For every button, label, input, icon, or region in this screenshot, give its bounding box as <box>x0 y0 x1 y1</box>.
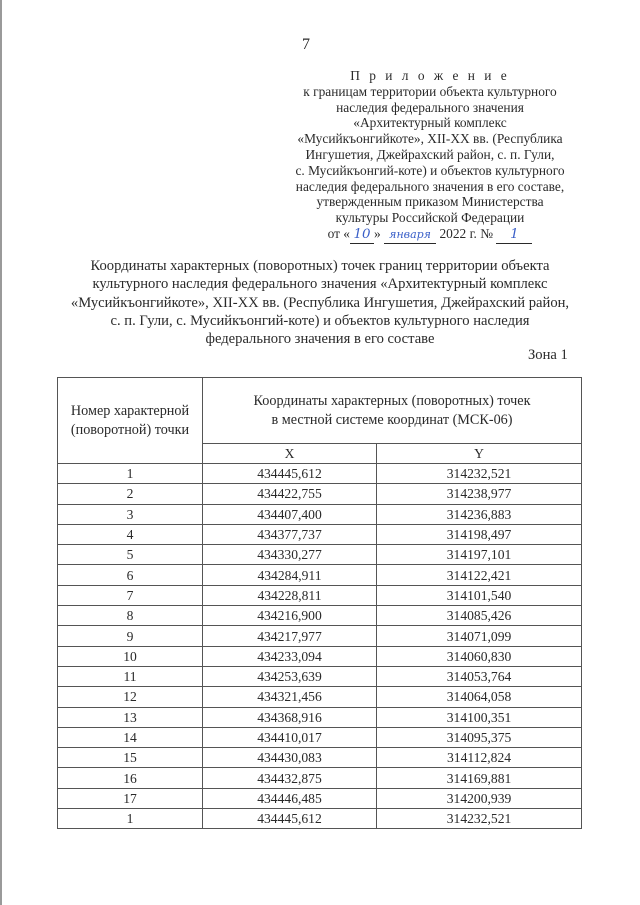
point-number-cell: 14 <box>58 727 203 747</box>
x-coordinate-cell: 434445,612 <box>203 464 377 484</box>
handwritten-month: января <box>384 227 436 244</box>
appendix-line: к границам территории объекта культурного <box>303 83 557 99</box>
y-coordinate-cell: 314071,099 <box>377 626 582 646</box>
point-number-cell: 16 <box>58 768 203 788</box>
x-coordinate-cell: 434422,755 <box>203 484 377 504</box>
y-coordinate-cell: 314198,497 <box>377 524 582 544</box>
point-number-cell: 15 <box>58 748 203 768</box>
y-coordinate-cell: 314197,101 <box>377 545 582 565</box>
table-row <box>58 809 582 829</box>
point-number-cell: 1 <box>58 464 203 484</box>
date-mid: » <box>374 225 381 241</box>
appendix-heading: П р и л о ж е н и е <box>350 68 510 83</box>
point-number-cell: 4 <box>58 524 203 544</box>
x-coordinate-cell: 434407,400 <box>203 504 377 524</box>
y-coordinate-cell: 314095,375 <box>377 727 582 747</box>
coordinates-table <box>57 377 582 829</box>
x-coordinate-cell: 434217,977 <box>203 626 377 646</box>
order-date-line <box>285 226 575 244</box>
scan-page-edge <box>0 0 2 905</box>
x-coordinate-cell: 434228,811 <box>203 585 377 605</box>
table-row <box>58 626 582 646</box>
table-row <box>58 768 582 788</box>
table-row <box>58 484 582 504</box>
x-coordinate-cell: 434410,017 <box>203 727 377 747</box>
point-number-cell: 6 <box>58 565 203 585</box>
page-number: 7 <box>302 36 310 53</box>
x-coordinate-cell: 434430,083 <box>203 748 377 768</box>
x-coordinate-cell: 434432,875 <box>203 768 377 788</box>
point-number-cell: 11 <box>58 666 203 686</box>
zone-label: Зона 1 <box>528 347 568 363</box>
point-number-cell: 9 <box>58 626 203 646</box>
header-coordinates <box>203 378 582 444</box>
x-coordinate-cell: 434446,485 <box>203 788 377 808</box>
title-line: федерального значения в его составе <box>205 331 435 348</box>
header-point-number <box>58 378 203 464</box>
table-row <box>58 666 582 686</box>
y-coordinate-cell: 314238,977 <box>377 484 582 504</box>
y-coordinate-cell: 314101,540 <box>377 585 582 605</box>
x-coordinate-cell: 434216,900 <box>203 606 377 626</box>
table-row <box>58 727 582 747</box>
appendix-line: утвержденным приказом Министерства <box>316 194 544 210</box>
header-coords-line2: в местной системе координат (МСК-06) <box>271 411 513 428</box>
x-coordinate-cell: 434368,916 <box>203 707 377 727</box>
appendix-line: наследия федерального значения в его составе, <box>295 178 565 194</box>
table-row <box>58 504 582 524</box>
table-row <box>58 524 582 544</box>
x-coordinate-cell: 434330,277 <box>203 545 377 565</box>
handwritten-day: 10 <box>350 227 374 244</box>
y-coordinate-cell: 314122,421 <box>377 565 582 585</box>
point-number-cell: 17 <box>58 788 203 808</box>
appendix-line: Ингушетия, Джейрахский район, с. п. Гули, <box>305 146 555 162</box>
handwritten-order-number: 1 <box>496 227 532 244</box>
table-row <box>58 687 582 707</box>
date-prefix: от « <box>327 225 351 241</box>
header-y: Y <box>377 444 582 464</box>
point-number-cell: 3 <box>58 504 203 524</box>
order-number-label: г. № <box>469 225 494 241</box>
table-row <box>58 585 582 605</box>
x-coordinate-cell: 434377,737 <box>203 524 377 544</box>
table-row <box>58 545 582 565</box>
appendix-line: «Архитектурный комплекс <box>353 115 507 131</box>
appendix-line: с. Мусийкъонгий-коте) и объектов культурного <box>295 162 565 178</box>
y-coordinate-cell: 314064,058 <box>377 687 582 707</box>
point-number-cell: 10 <box>58 646 203 666</box>
y-coordinate-cell: 314112,824 <box>377 748 582 768</box>
x-coordinate-cell: 434445,612 <box>203 809 377 829</box>
point-number-cell: 7 <box>58 585 203 605</box>
x-coordinate-cell: 434321,456 <box>203 687 377 707</box>
x-coordinate-cell: 434233,094 <box>203 646 377 666</box>
title-line: «Мусийкъонгийкоте», XII-XX вв. (Республика Ингушетия, Джейрахский район, <box>70 294 570 311</box>
y-coordinate-cell: 314232,521 <box>377 464 582 484</box>
point-number-cell: 12 <box>58 687 203 707</box>
y-coordinate-cell: 314232,521 <box>377 809 582 829</box>
y-coordinate-cell: 314085,426 <box>377 606 582 626</box>
point-number-cell: 2 <box>58 484 203 504</box>
table-row <box>58 646 582 666</box>
table-body <box>58 464 582 829</box>
y-coordinate-cell: 314236,883 <box>377 504 582 524</box>
x-coordinate-cell: 434253,639 <box>203 666 377 686</box>
header-coords-line1: Координаты характерных (поворотных) точек <box>253 392 531 409</box>
y-coordinate-cell: 314169,881 <box>377 768 582 788</box>
y-coordinate-cell: 314053,764 <box>377 666 582 686</box>
title-line: Координаты характерных (поворотных) точек границ территории объекта <box>90 258 550 274</box>
table-row <box>58 565 582 585</box>
point-number-cell: 13 <box>58 707 203 727</box>
table-row <box>58 464 582 484</box>
document-title <box>50 257 590 348</box>
point-number-cell: 1 <box>58 809 203 829</box>
appendix-line: наследия федерального значения <box>336 99 524 115</box>
appendix-block <box>285 68 575 244</box>
header-point-line2: (поворотной) точки <box>70 421 190 438</box>
y-coordinate-cell: 314060,830 <box>377 646 582 666</box>
table-row <box>58 748 582 768</box>
header-point-line1: Номер характерной <box>70 402 190 419</box>
order-year: 2022 <box>439 225 467 241</box>
appendix-line: культуры Российской Федерации <box>335 210 525 226</box>
point-number-cell: 8 <box>58 606 203 626</box>
y-coordinate-cell: 314200,939 <box>377 788 582 808</box>
point-number-cell: 5 <box>58 545 203 565</box>
table-row <box>58 707 582 727</box>
y-coordinate-cell: 314100,351 <box>377 707 582 727</box>
x-coordinate-cell: 434284,911 <box>203 565 377 585</box>
table-row <box>58 606 582 626</box>
title-line: с. п. Гули, с. Мусийкъонгий-коте) и объектов культурного наследия <box>110 312 530 329</box>
header-x: X <box>203 444 377 464</box>
appendix-line: «Мусийкъонгийкоте», XII-XX вв. (Республика <box>297 131 563 147</box>
title-line: культурного наследия федерального значения «Архитектурный комплекс <box>92 276 548 293</box>
table-row <box>58 788 582 808</box>
